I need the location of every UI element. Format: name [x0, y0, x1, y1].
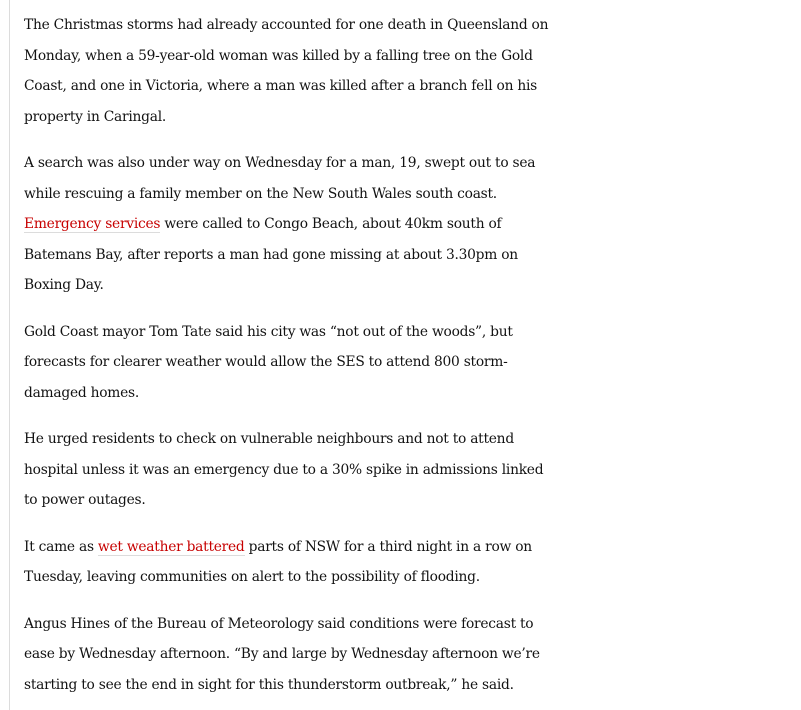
paragraph-christmas-storms	[24, 10, 794, 132]
text-line: Boxing Day.	[24, 277, 104, 293]
text-line: Gold Coast mayor Tom Tate said his city was “not out of the woods”, but	[24, 323, 513, 340]
text-line: hospital unless it was an emergency due to a 30% spike in admissions linked	[24, 461, 544, 478]
text-segment: It came as	[24, 538, 98, 555]
text-line: to power outages.	[24, 492, 146, 508]
text-line: Batemans Bay, after reports a man had gone missing at about 3.30pm on	[24, 246, 518, 263]
text-line: He urged residents to check on vulnerable neighbours and not to attend	[24, 431, 514, 447]
text-line: forecasts for clearer weather would allow the SES to attend 800 storm-	[24, 354, 508, 370]
article-body	[9, 0, 801, 710]
text-line: Tuesday, leaving communities on alert to the possibility of flooding.	[24, 569, 480, 585]
text-segment: parts of NSW for a third night in a row on	[244, 538, 532, 555]
text-line: starting to see the end in sight for this thunderstorm outbreak,” he said.	[24, 676, 514, 693]
text-line: The Christmas storms had already accounted for one death in Queensland on	[24, 17, 549, 33]
text-line: damaged homes.	[24, 384, 139, 401]
text-line: property in Caringal.	[24, 108, 167, 125]
emergency-services-link[interactable]: Emergency services	[24, 216, 161, 232]
text-line	[24, 532, 794, 563]
text-line: while rescuing a family member on the New South Wales south coast.	[24, 185, 497, 202]
paragraph-search	[24, 148, 794, 301]
text-line: ease by Wednesday afternoon. “By and large by Wednesday afternoon we’re	[24, 646, 540, 662]
text-segment: were called to Congo Beach, about 40km south of	[160, 216, 502, 232]
wet-weather-battered-link[interactable]: wet weather battered	[97, 538, 245, 555]
paragraph-gold-coast-mayor	[24, 317, 794, 409]
paragraph-wet-weather	[24, 532, 794, 593]
text-line	[24, 209, 794, 240]
paragraph-residents	[24, 424, 794, 516]
paragraph-bureau-meteorology	[24, 609, 794, 701]
text-line: Angus Hines of the Bureau of Meteorology said conditions were forecast to	[24, 615, 534, 632]
text-line: Monday, when a 59-year-old woman was killed by a falling tree on the Gold	[24, 47, 533, 64]
text-line: Coast, and one in Victoria, where a man was killed after a branch fell on his	[24, 78, 537, 94]
text-line: A search was also under way on Wednesday for a man, 19, swept out to sea	[24, 155, 536, 171]
